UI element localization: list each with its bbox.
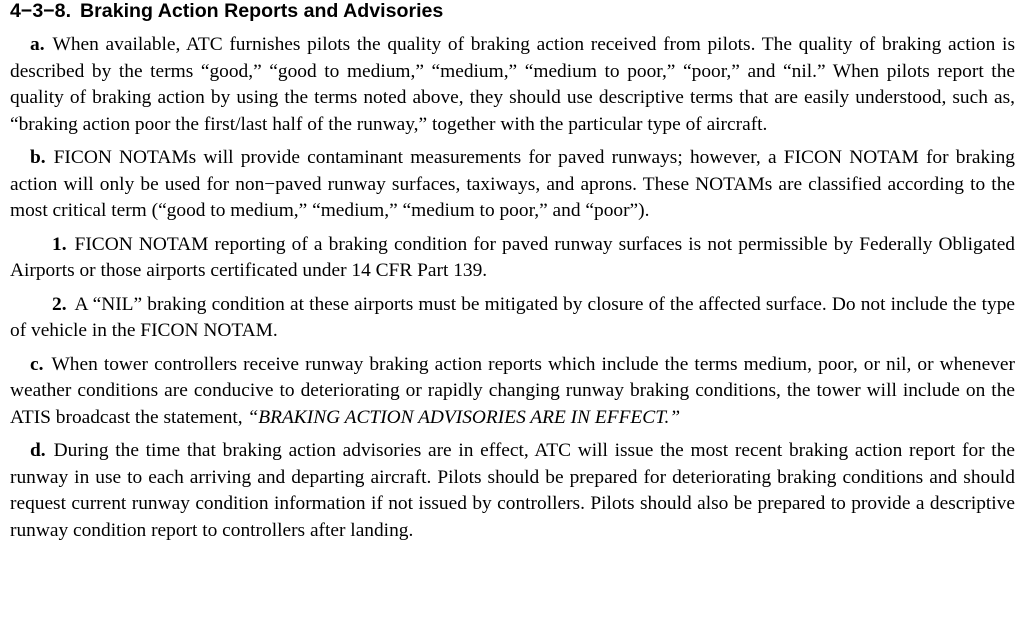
paragraph-c-text: When tower controllers receive runway braking action reports which include the terms medium, poor, or nil, or whenever weather conditions are conducive to deteriorating or rapidly changing runway braking conditions, the tower will include on the ATIS broadcast the statement, [10,353,1015,428]
paragraph-b-1-label: 1. [52,233,67,255]
paragraph-d-text: During the time that braking action advisories are in effect, ATC will issue the most recent braking action report for the runway in use to each arriving and departing aircraft. Pilots should be prepared for deteriorating braking conditions and should request current runway condition information if not issued by controllers. Pilots should also be prepared to provide a descriptive runway condition report to controllers after landing. [10,440,1015,541]
paragraph-c-label: c. [30,353,44,375]
paragraph-b-2-label: 2. [52,293,67,315]
paragraph-a-text: When available, ATC furnishes pilots the quality of braking action received from pilots. The quality of braking action is described by the terms “good,” “good to medium,” “medium,” “medium to poor,” “poor,” and “nil.” When pilots report the quality of braking action by using the terms noted above, they should use descriptive terms that are easily understood, such as, “braking action poor the first/last half of the runway,” together with the particular type of aircraft. [10,34,1015,135]
document-page [10,0,1015,551]
paragraph-d-label: d. [30,440,46,461]
paragraph-d [10,438,1015,544]
paragraph-b-2-text: A “NIL” braking condition at these airports must be mitigated by closure of the affected surface. Do not include the type of vehicle in the FICON NOTAM. [10,293,1015,341]
paragraph-b-1-text: FICON NOTAM reporting of a braking condition for paved runway surfaces is not permissible by Federally Obligated Airports or those airports certificated under 14 CFR Part 139. [10,233,1015,281]
atis-statement-quote: “BRAKING ACTION ADVISORIES ARE IN EFFECT.” [247,406,681,428]
paragraph-b-text: FICON NOTAMs will provide contaminant measurements for paved runways; however, a FICON NOTAM for braking action will only be used for non−paved runway surfaces, taxiways, and aprons. These NOTAMs are classified according to the most critical term (“good to medium,” “medium,” “medium to poor,” and “poor”). [10,147,1015,221]
paragraph-b-1 [10,232,1015,285]
paragraph-a-label: a. [30,34,45,55]
section-number: 4−3−8. [10,0,72,22]
paragraph-b [10,145,1015,225]
section-heading [10,0,1015,22]
section-title: Braking Action Reports and Advisories [80,0,444,22]
paragraph-b-label: b. [30,147,46,168]
paragraph-c [10,352,1015,432]
paragraph-b-2 [10,292,1015,345]
paragraph-a [10,32,1015,138]
